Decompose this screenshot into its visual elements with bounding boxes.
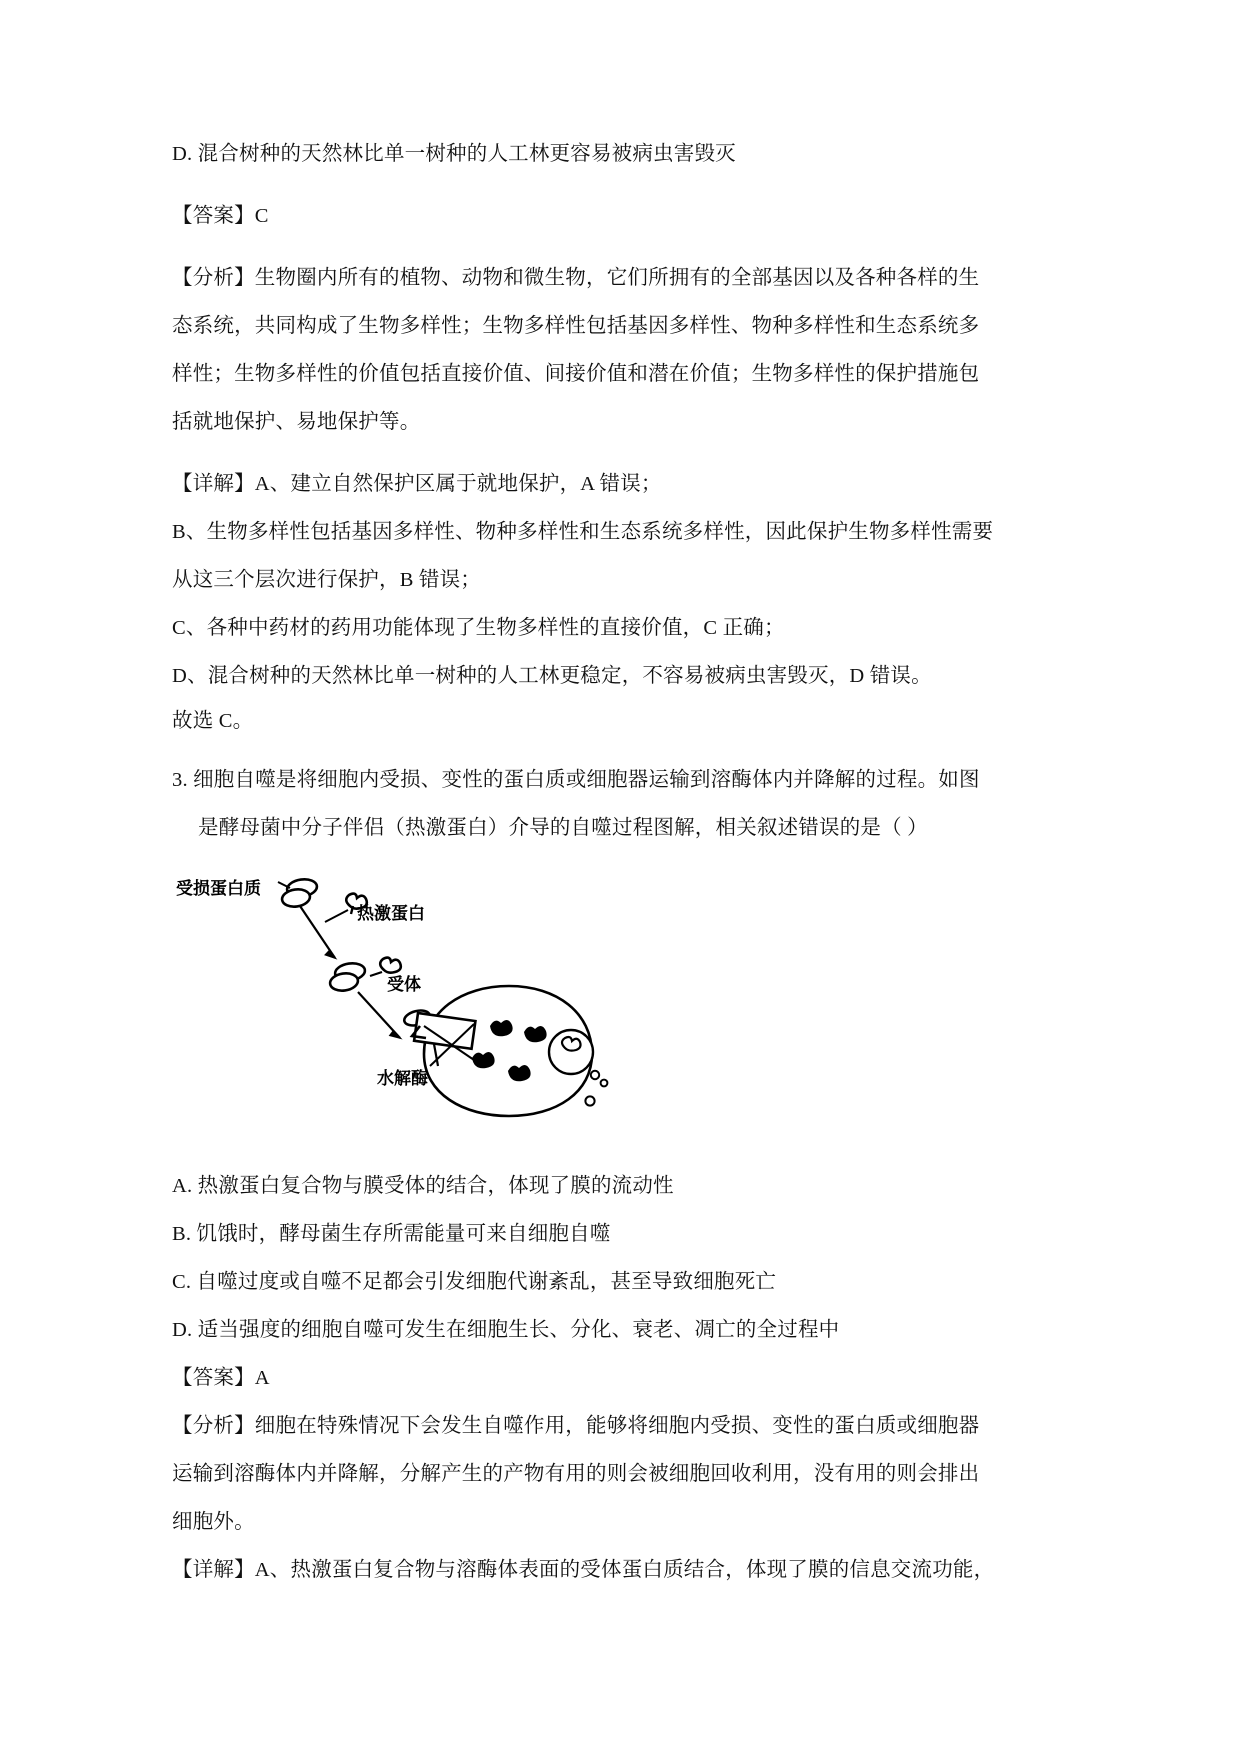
q2-detail-line: C、各种中药材的药用功能体现了生物多样性的直接价值，C 正确；	[172, 617, 785, 639]
figure-label-damaged-protein: 受损蛋白质	[176, 879, 261, 899]
spacer	[172, 1136, 1065, 1162]
spacer	[172, 240, 1065, 254]
q3-option-a: A. 热激蛋白复合物与膜受体的结合，体现了膜的流动性	[172, 1175, 674, 1197]
q3-analysis-block	[172, 1402, 1065, 1546]
q3-stem-line-2: 是酵母菌中分子伴侣（热激蛋白）介导的自噬过程图解，相关叙述错误的是（ ）	[198, 817, 928, 839]
figure-label-receptor: 受体	[387, 975, 421, 995]
spacer	[172, 742, 1065, 756]
figure-label-hydrolase: 水解酶	[377, 1069, 428, 1089]
q2-analysis-line: 态系统，共同构成了生物多样性；生物多样性包括基因多样性、物种多样性和生态系统多	[172, 315, 980, 337]
spacer	[172, 446, 1065, 460]
q2-analysis-line: 【分析】生物圈内所有的植物、动物和微生物，它们所拥有的全部基因以及各种各样的生	[172, 267, 980, 289]
q3-analysis-line: 运输到溶酶体内并降解，分解产生的产物有用的则会被细胞回收利用，没有用的则会排出	[172, 1463, 980, 1485]
q2-detail-line: D、混合树种的天然林比单一树种的人工林更稳定，不容易被病虫害毁灭，D 错误。	[172, 665, 932, 687]
q2-answer-label: 【答案】C	[172, 205, 269, 227]
damaged-protein-icon	[281, 877, 318, 908]
q2-analysis-block	[172, 254, 1065, 446]
spacer	[172, 178, 1065, 192]
q3-option-c: C. 自噬过度或自噬不足都会引发细胞代谢紊乱，甚至导致细胞死亡	[172, 1271, 777, 1293]
arrow-binding	[300, 906, 335, 958]
q3-stem-line-1: 3. 细胞自噬是将细胞内受损、变性的蛋白质或细胞器运输到溶酶体内并降解的过程。如图	[172, 769, 980, 791]
q3-answer-label: 【答案】A	[172, 1367, 270, 1389]
figure-label-heat-shock-protein: 热激蛋白	[357, 904, 425, 924]
q2-detail-line: 从这三个层次进行保护，B 错误；	[172, 569, 481, 591]
autophagy-diagram-svg	[172, 866, 732, 1136]
q2-option-d: D. 混合树种的天然林比单一树种的人工林更容易被病虫害毁灭	[172, 143, 736, 165]
q2-analysis-line: 括就地保护、易地保护等。	[172, 411, 421, 433]
q3-analysis-line: 【分析】细胞在特殊情况下会发生自噬作用，能够将细胞内受损、变性的蛋白质或细胞器	[172, 1415, 980, 1437]
q2-detail-line: B、生物多样性包括基因多样性、物种多样性和生态系统多样性，因此保护生物多样性需要	[172, 521, 994, 543]
q2-conclusion: 故选 C。	[172, 710, 254, 732]
q2-analysis-line: 样性；生物多样性的价值包括直接价值、间接价值和潜在价值；生物多样性的保护措施包	[172, 363, 980, 385]
budding-vesicle	[549, 1030, 593, 1074]
q3-analysis-line: 细胞外。	[172, 1511, 255, 1533]
hsp-leader-line	[325, 910, 348, 922]
q3-options	[172, 1162, 1065, 1354]
q2-detail-block	[172, 460, 1065, 700]
q3-detail-line-1: 【详解】A、热激蛋白复合物与溶酶体表面的受体蛋白质结合，体现了膜的信息交流功能，	[172, 1559, 995, 1581]
q3-option-b: B. 饥饿时，酵母菌生存所需能量可来自细胞自噬	[172, 1223, 611, 1245]
autophagy-figure	[172, 866, 1065, 1136]
q2-detail-line: 【详解】A、建立自然保护区属于就地保护，A 错误；	[172, 473, 662, 495]
q3-option-d: D. 适当强度的细胞自噬可发生在细胞生长、分化、衰老、凋亡的全过程中	[172, 1319, 840, 1341]
